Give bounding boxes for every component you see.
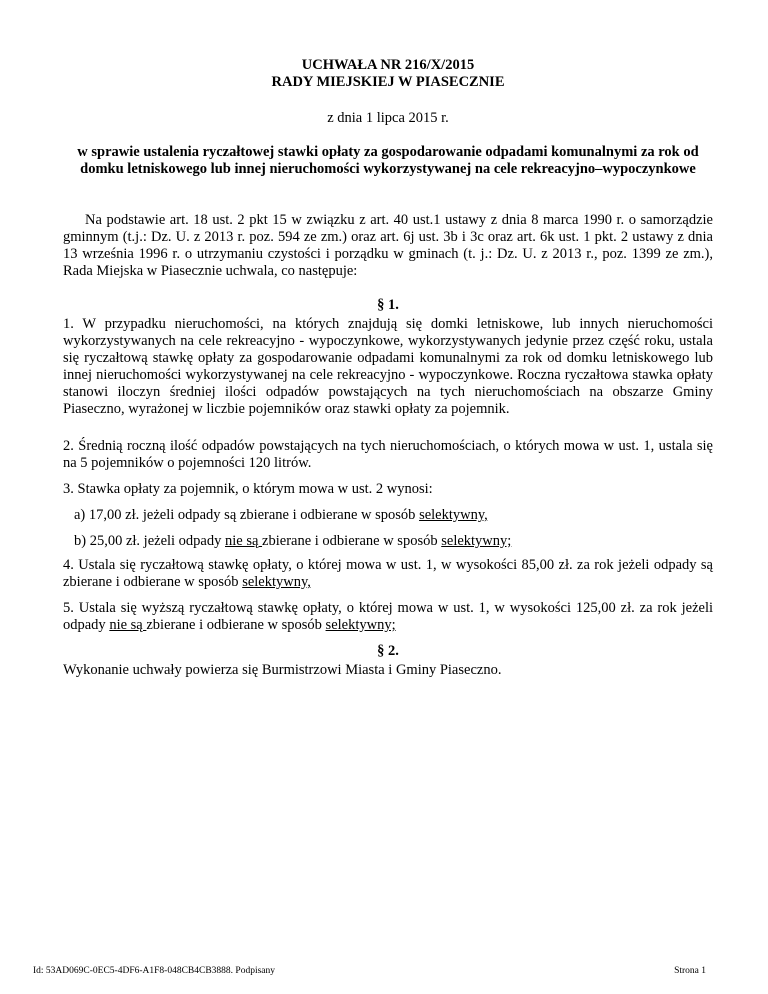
- rate-item-a-underlined: selektywny,: [419, 507, 488, 523]
- council-name: RADY MIEJSKIEJ W PIASECZNIE: [271, 74, 505, 90]
- document-id-footer: Id: 53AD069C-0EC5-4DF6-A1F8-048CB4CB3888. Podpisany: [33, 966, 275, 976]
- paragraph-5-text: 5. Ustala się wyższą ryczałtową stawkę opłaty, o której mowa w ust. 1, w wysokości 125,00 zł. za rok jeżeli odpady: [63, 600, 713, 633]
- rate-item-b-underlined-2: selektywny;: [441, 533, 512, 549]
- paragraph-4-text: 4. Ustala się ryczałtową stawkę opłaty, o której mowa w ust. 1, w wysokości 85,00 zł. za rok jeżeli odpady są zbierane i odbierane w sposób: [63, 557, 713, 590]
- paragraph-5-text-2: zbierane i odbierane w sposób: [146, 617, 326, 633]
- resolution-subject: w sprawie ustalenia ryczałtowej stawki opłaty za gospodarowanie odpadami komunalnymi za rok od domku letniskowego lub innej nieruchomości wykorzystywanej na cele rekreacyjno–wypoczynkowe: [77, 144, 699, 177]
- preamble-paragraph: Na podstawie art. 18 ust. 2 pkt 15 w związku z art. 40 ust.1 ustawy z dnia 8 marca 1990 r. o samorządzie gminnym (t.j.: Dz. U. z 2013 r. poz. 594 ze zm.) oraz art. 6j ust. 3b i 3c oraz art. 6k ust. 1 pkt. 2 ustawy z dnia 13 września 1996 r. o utrzymaniu czystości i porządku w gminach (t. j.: Dz. U. z 2013 r., poz. 1399 ze zm.), Rada Miejska w Piasecznie uchwala, co następuje:: [63, 212, 713, 279]
- section-1-heading: § 1.: [377, 297, 399, 313]
- section-1-paragraph-3: 3. Stawka opłaty za pojemnik, o którym mowa w ust. 2 wynosi:: [63, 481, 433, 497]
- paragraph-5-underlined-2: selektywny;: [325, 617, 396, 633]
- rate-item-b-underlined-1: nie są: [225, 533, 263, 549]
- rate-item-b: [74, 533, 713, 550]
- rate-item-b-text-2: zbierane i odbierane w sposób: [262, 533, 442, 549]
- section-1-paragraph-2: 2. Średnią roczną ilość odpadów powstających na tych nieruchomościach, o których mowa w ust. 1, ustala się na 5 pojemników o pojemności 120 litrów.: [63, 438, 713, 471]
- resolution-number: UCHWAŁA NR 216/X/2015: [301, 57, 475, 73]
- resolution-date: z dnia 1 lipca 2015 r.: [327, 110, 449, 126]
- section-1-paragraph-4: [63, 557, 713, 591]
- paragraph-5-underlined-1: nie są: [109, 617, 147, 633]
- rate-item-a: [74, 507, 713, 524]
- paragraph-4-underlined: selektywny,: [242, 574, 311, 590]
- page-number-footer: Strona 1: [674, 966, 706, 976]
- section-1-paragraph-1: 1. W przypadku nieruchomości, na których znajdują się domki letniskowe, lub innych nieruchomości wykorzystywanych na cele rekreacyjno - wypoczynkowe, wykorzystywanych jedynie przez część roku, ustala się ryczałtową stawkę opłaty za gospodarowanie odpadami komunalnymi za rok od domku letniskowego lub innej nieruchomości wykorzystywanej na cele rekreacyjno - wypoczynkowe. Roczna ryczałtowa stawka opłaty stanowi iloczyn średniej ilości odpadów powstających na tych nieruchomościach na obszarze Gminy Piaseczno, wyrażonej w liczbie pojemników oraz stawki opłaty za pojemnik.: [63, 316, 713, 417]
- rate-item-a-text: a) 17,00 zł. jeżeli odpady są zbierane i odbierane w sposób: [74, 507, 420, 523]
- section-2-paragraph-1: Wykonanie uchwały powierza się Burmistrzowi Miasta i Gminy Piaseczno.: [63, 662, 502, 678]
- section-1-paragraph-5: [63, 600, 713, 634]
- section-2-heading: § 2.: [377, 643, 399, 659]
- rate-item-b-text: b) 25,00 zł. jeżeli odpady: [74, 533, 225, 549]
